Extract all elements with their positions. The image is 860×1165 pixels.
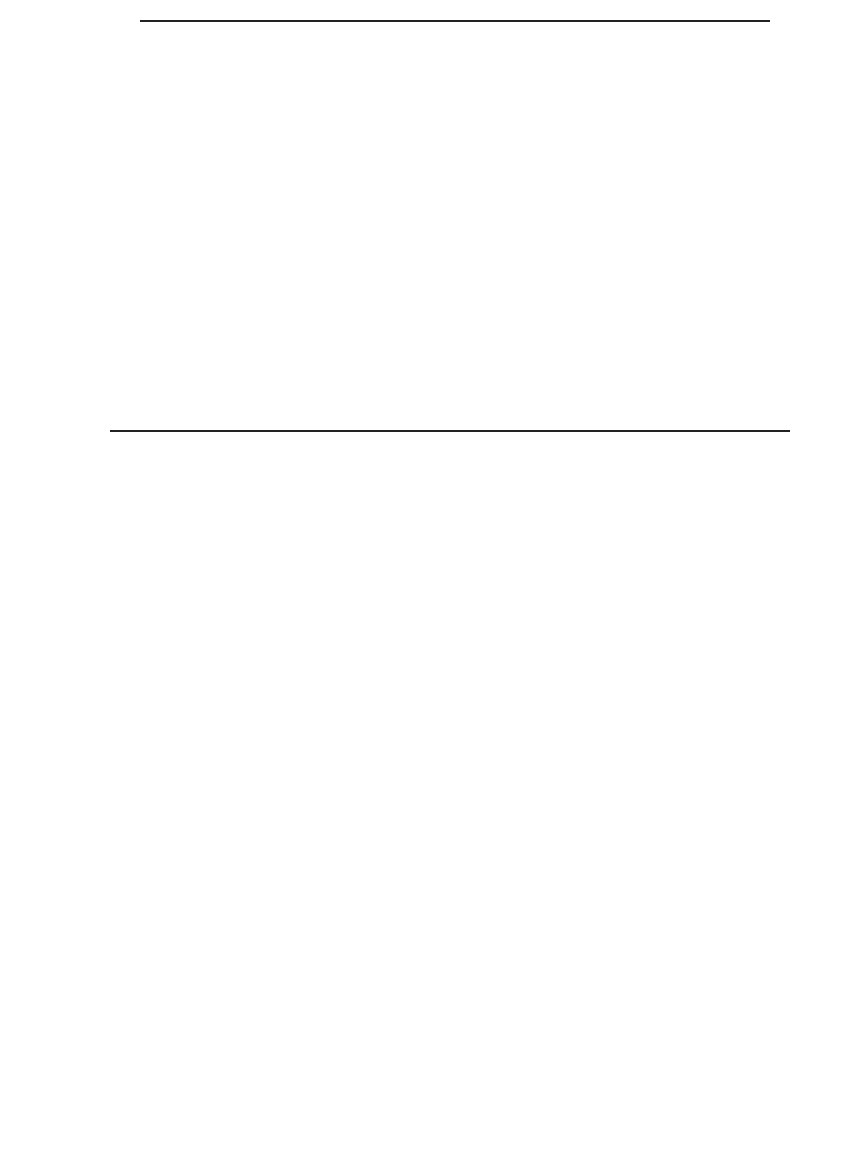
top-rule bbox=[140, 20, 770, 22]
story-author-block bbox=[118, 510, 770, 534]
story-author bbox=[478, 510, 770, 534]
story-title-block bbox=[118, 484, 770, 508]
question-3 bbox=[118, 182, 770, 206]
question-3-stem bbox=[118, 182, 770, 206]
section-instruction bbox=[118, 458, 770, 482]
section-instruction-block bbox=[118, 458, 770, 482]
section-divider bbox=[110, 430, 790, 432]
story-title bbox=[118, 484, 770, 508]
